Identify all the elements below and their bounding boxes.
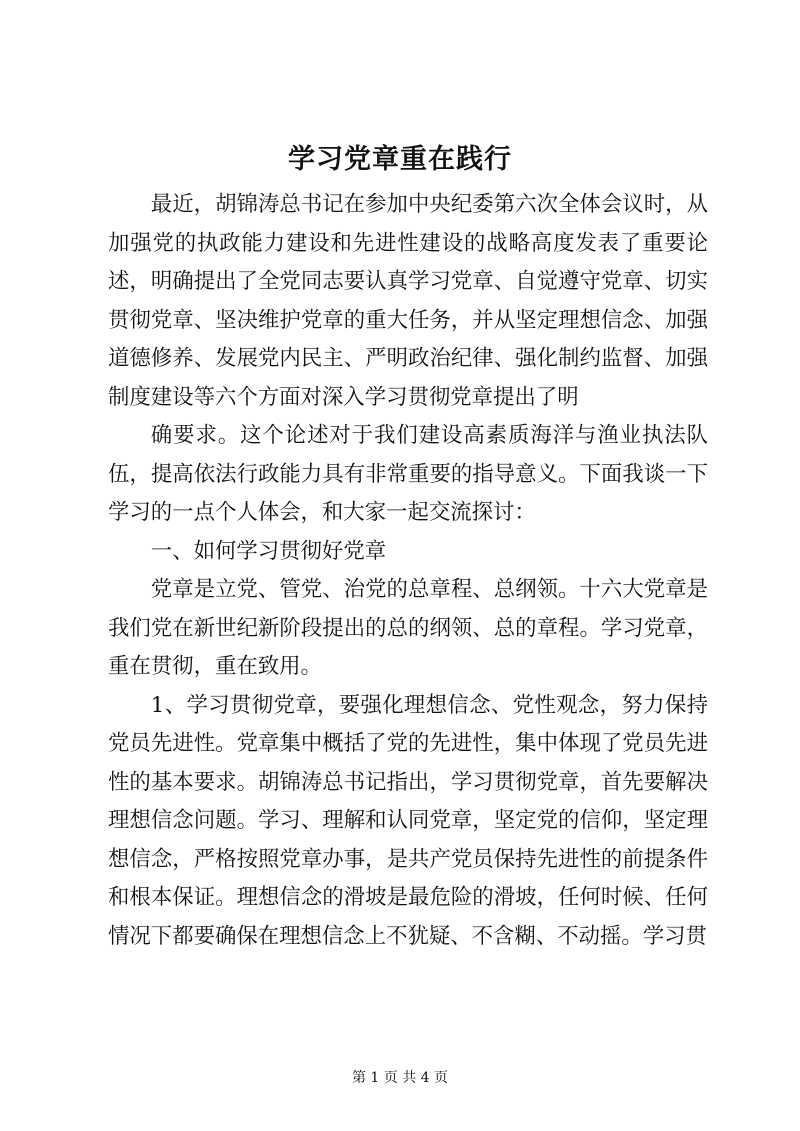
document-body (108, 186, 708, 956)
paragraph-continuation: 确要求。这个论述对于我们建设高素质海洋与渔业执法队伍，提高依法行政能力具有非常重要的指导意义。下面我谈一下学习的一点个人体会，和大家一起交流探讨： (108, 423, 708, 525)
paragraph-intro: 最近，胡锦涛总书记在参加中央纪委第六次全体会议时，从加强党的执政能力建设和先进性建设的战略高度发表了重要论述，明确提出了全党同志要认真学习党章、自觉遵守党章、切实贯彻党章、坚决维护党章的重大任务，并从坚定理想信念、加强道德修养、发展党内民主、严明政治纪律、强化制约监督、加强制度建设等六个方面对深入学习贯彻党章提出了明 (108, 192, 708, 410)
page-footer: 第 1 页 共 4 页 (351, 1070, 449, 1086)
paragraph-party-constitution: 党章是立党、管党、治党的总章程、总纲领。十六大党章是我们党在新世纪新阶段提出的总的纲领、总的章程。学习党章，重在贯彻，重在致用。 (108, 577, 708, 679)
paragraph-point-1: 1、学习贯彻党章，要强化理想信念、党性观念，努力保持党员先进性。党章集中概括了党的先进性，集中体现了党员先进性的基本要求。胡锦涛总书记指出，学习贯彻党章，首先要解决理想信念问题。学习、理解和认同党章，坚定党的信仰，坚定理想信念，严格按照党章办事，是共产党员保持先进性的前提条件和根本保证。理想信念的滑坡是最危险的滑坡，任何时候、任何情况下都要确保在理想信念上不犹疑、不含糊、不动摇。学习贯 (108, 692, 708, 949)
page-title: 学习党章重在践行 (288, 144, 512, 175)
section-heading: 一、如何学习贯彻好党章 (150, 538, 387, 564)
